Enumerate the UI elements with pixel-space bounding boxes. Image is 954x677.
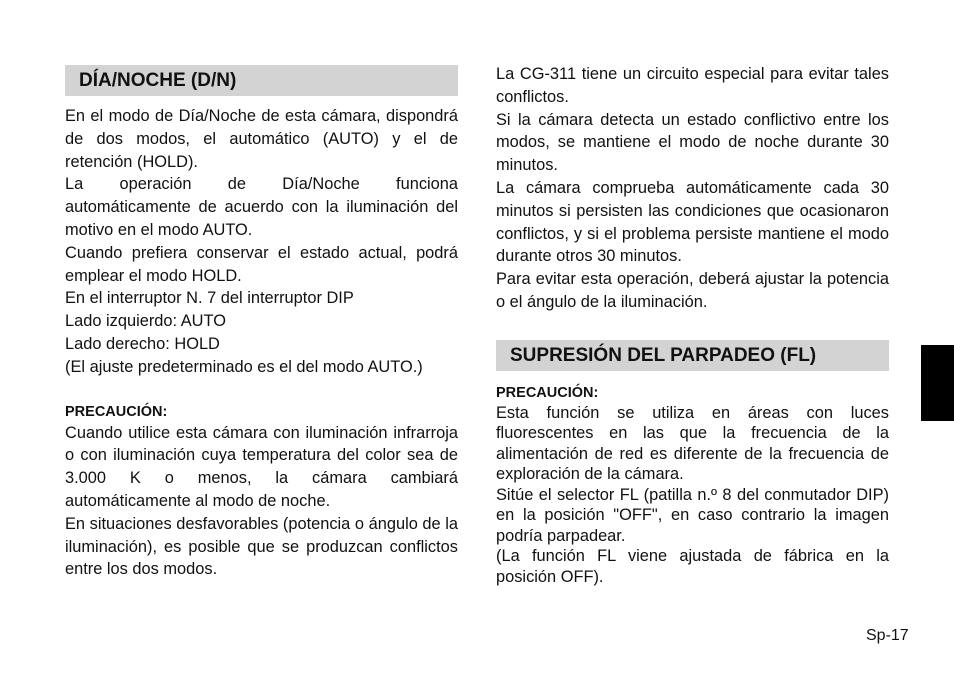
paragraph: Cuando prefiera conservar el estado actual, podrá emplear el modo HOLD.	[65, 243, 458, 285]
paragraph: Para evitar esta operación, deberá ajustar la potencia o el ángulo de la iluminación.	[496, 270, 889, 311]
caution-label: PRECAUCIÓN:	[496, 384, 599, 401]
right-column	[496, 63, 889, 587]
paragraph: En situaciones desfavorables (potencia o ángulo de la iluminación), es posible que se produzcan conflictos entre los dos modos.	[65, 514, 458, 579]
paragraph: (El ajuste predeterminado es el del modo AUTO.)	[65, 357, 423, 376]
section-heading-day-night	[65, 65, 458, 96]
left-column	[65, 65, 458, 581]
paragraph: Esta función se utiliza en áreas con luces fluorescentes en las que la frecuencia de la alimentación de red es diferente de la frecuencia de exploración de la cámara.	[496, 403, 889, 484]
paragraph: La cámara comprueba automáticamente cada 30 minutos si persisten las condiciones que ocasionaron conflictos, y si el problema persiste mantiene el modo durante otros 30 minutos.	[496, 178, 889, 266]
paragraph: Lado izquierdo: AUTO	[65, 312, 226, 331]
paragraph: Cuando utilice esta cámara con iluminación infrarroja o con iluminación cuya temperatura del color sea de 3.000 K o menos, la cámara cambiará automáticamente al modo de noche.	[65, 423, 458, 510]
section-heading-day-night-text: DÍA/NOCHE (D/N)	[79, 70, 237, 91]
paragraph: Si la cámara detecta un estado conflictivo entre los modos, se mantiene el modo de noche durante 30 minutos.	[496, 110, 889, 175]
section-heading-flicker	[496, 340, 889, 371]
section-heading-flicker-text: SUPRESIÓN DEL PARPADEO (FL)	[510, 344, 817, 366]
paragraph: La operación de Día/Noche funciona automáticamente de acuerdo con la iluminación del motivo en el modo AUTO.	[65, 175, 458, 239]
paragraph: (La función FL viene ajustada de fábrica en la posición OFF).	[496, 547, 889, 586]
paragraph: La CG-311 tiene un circuito especial para evitar tales conflictos.	[496, 65, 889, 106]
paragraph: En el modo de Día/Noche de esta cámara, dispondrá de dos modos, el automático (AUTO) y el de retención (HOLD).	[65, 107, 458, 171]
section-tab-marker	[921, 345, 954, 421]
caution-label: PRECAUCIÓN:	[65, 403, 168, 420]
page-number: Sp-17	[866, 627, 909, 644]
paragraph: En el interruptor N. 7 del interruptor DIP	[65, 289, 354, 308]
paragraph: Sitúe el selector FL (patilla n.º 8 del conmutador DIP) en la posición "OFF", en caso contrario la imagen podría parpadear.	[496, 485, 889, 545]
paragraph: Lado derecho: HOLD	[65, 334, 220, 353]
